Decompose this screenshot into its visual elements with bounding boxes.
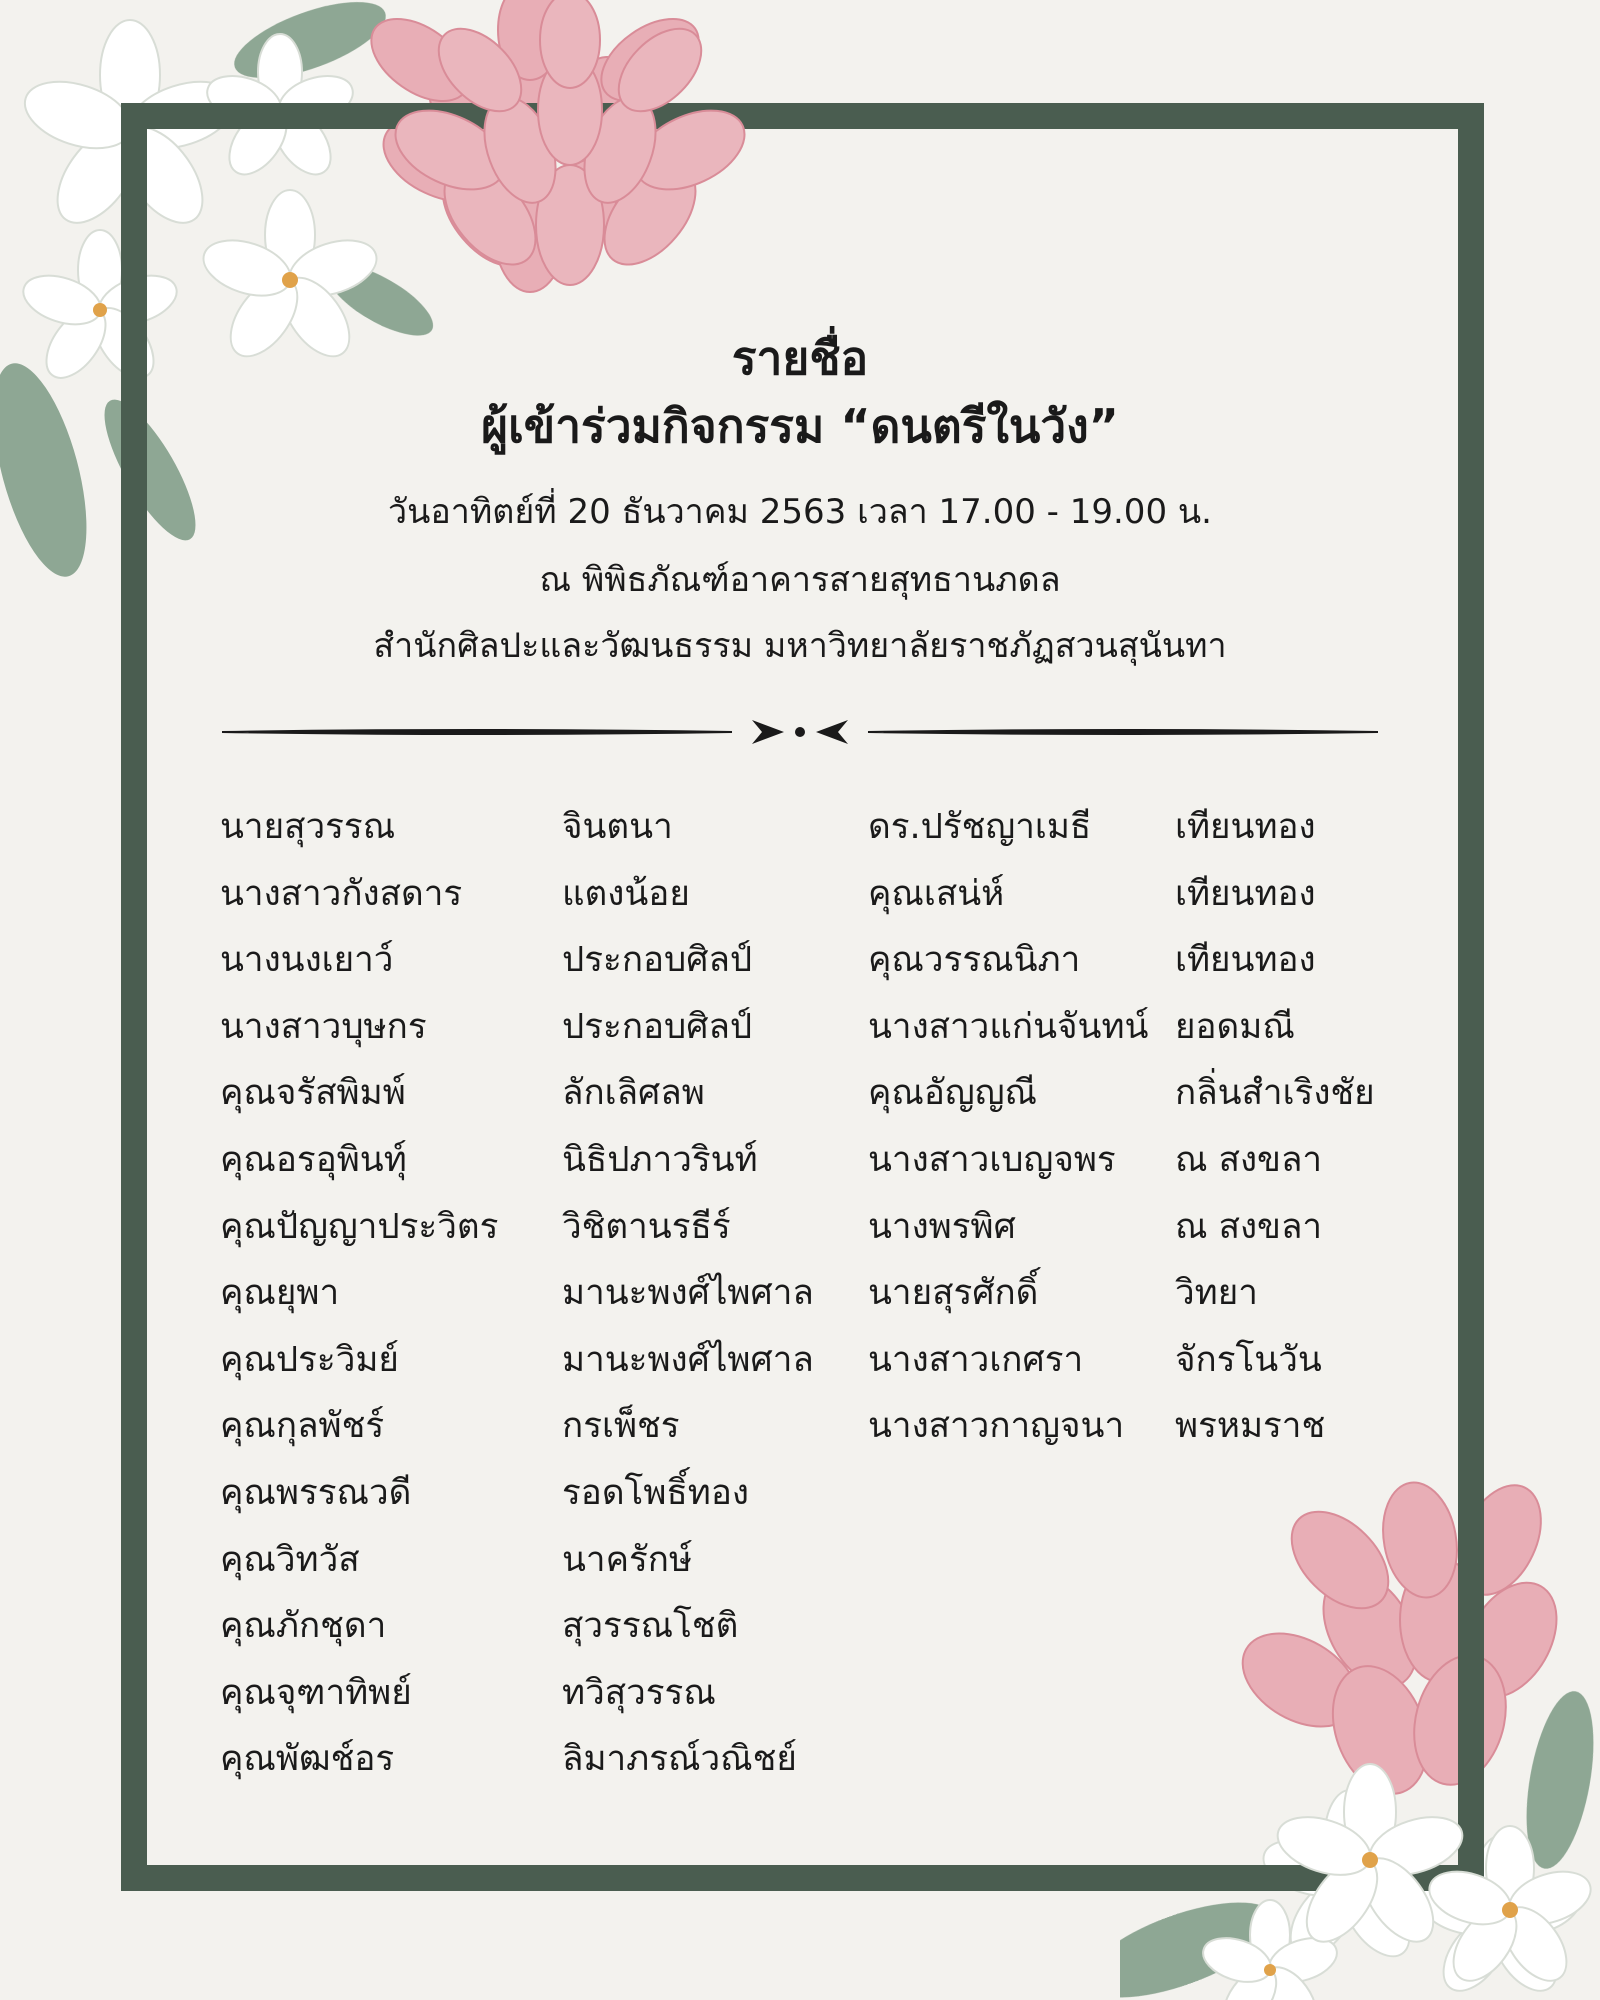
event-venue: ณ พิพิธภัณฑ์อาคารสายสุทธานภดล (539, 560, 1061, 600)
right-first-name: คุณวรรณนิภา (868, 940, 1081, 981)
right-last-name: เทียนทอง (1175, 807, 1316, 847)
left-last-name: นิธิปภาวรินท์ (562, 1140, 758, 1180)
left-first-name: คุณประวิมย์ (220, 1339, 399, 1380)
left-last-name: ประกอบศิลป์ (562, 1006, 753, 1047)
left-last-name: วิชิตานรธีร์ (562, 1206, 731, 1247)
left-last-name: แตงน้อย (562, 873, 690, 914)
page-title: รายชื่อ (731, 331, 869, 385)
left-last-name: จินตนา (562, 807, 673, 847)
right-first-name: นางพรพิศ (868, 1206, 1016, 1247)
right-last-name: ณ สงขลา (1175, 1206, 1323, 1247)
right-first-name: ดร.ปรัชญาเมธี (868, 807, 1092, 847)
left-last-name: ลิมาภรณ์วณิชย์ (562, 1739, 797, 1780)
left-first-name: นางสาวบุษกร (220, 1006, 427, 1047)
right-last-name: เทียนทอง (1175, 940, 1316, 981)
left-last-name: ลักเลิศลพ (562, 1073, 705, 1114)
right-first-name: นางสาวกาญจนา (868, 1406, 1125, 1447)
left-first-name: คุณพรรณวดี (220, 1473, 412, 1513)
right-last-name: ณ สงขลา (1175, 1140, 1323, 1180)
left-first-name: นายสุวรรณ (220, 807, 396, 847)
right-first-name: นางสาวเบญจพร (868, 1140, 1116, 1180)
right-last-name: วิทยา (1175, 1273, 1258, 1314)
right-first-name: นางสาวเกศรา (868, 1339, 1084, 1380)
left-last-name: ประกอบศิลป์ (562, 940, 753, 981)
left-first-name: คุณกุลพัชร์ (220, 1406, 385, 1447)
left-last-name: มานะพงศ์ไพศาล (562, 1339, 814, 1380)
left-last-name: สุวรรณโชติ (562, 1606, 739, 1647)
left-last-name: ทวิสุวรรณ (562, 1672, 716, 1713)
right-last-name: ยอดมณี (1175, 1006, 1295, 1047)
left-first-name: คุณอรอุพินทุ์ (220, 1140, 407, 1180)
left-first-name: คุณวิทวัส (220, 1539, 360, 1580)
event-organizer: สำนักศิลปะและวัฒนธรรม มหาวิทยาลัยราชภัฏสวนสุนันทา (373, 626, 1227, 666)
left-first-name: คุณภักชุดา (220, 1606, 387, 1647)
pink-protea-overlap-icon (360, 0, 790, 290)
left-first-name: คุณจรัสพิมพ์ (220, 1073, 406, 1114)
page-subtitle: ผู้เข้าร่วมกิจกรรม “ดนตรีในวัง” (481, 399, 1119, 453)
left-last-name: กรเพ็ชร (562, 1406, 680, 1447)
white-flower-overlap-icon (1260, 1740, 1600, 2000)
right-last-name: เทียนทอง (1175, 873, 1316, 914)
left-first-name: คุณยุพา (220, 1273, 340, 1314)
left-last-name: นาครักษ์ (562, 1539, 693, 1580)
left-last-name: รอดโพธิ์ทอง (562, 1473, 749, 1513)
right-last-name: พรหมราช (1175, 1406, 1326, 1447)
left-last-name: มานะพงศ์ไพศาล (562, 1273, 814, 1314)
event-datetime: วันอาทิตย์ที่ 20 ธันวาคม 2563 เวลา 17.00 - 19.00 น. (388, 492, 1212, 532)
left-first-name: นางนงเยาว์ (220, 940, 394, 981)
left-first-name: คุณจุฑาทิพย์ (220, 1672, 412, 1713)
ornamental-divider (222, 712, 1378, 752)
left-first-name: คุณพัฒช์อร (220, 1739, 395, 1780)
right-first-name: นางสาวแก่นจันทน์ (868, 1006, 1149, 1047)
left-first-name: นางสาวกังสดาร (220, 873, 463, 914)
right-last-name: จักรโนวัน (1175, 1339, 1322, 1380)
right-last-name: กลิ่นสำเริงชัย (1175, 1073, 1375, 1114)
right-first-name: คุณเสน่ห์ (868, 873, 1005, 914)
right-first-name: นายสุรศักดิ์ (868, 1273, 1039, 1314)
left-first-name: คุณปัญญาประวิตร (220, 1206, 499, 1247)
right-first-name: คุณอัญญณี (868, 1073, 1038, 1114)
